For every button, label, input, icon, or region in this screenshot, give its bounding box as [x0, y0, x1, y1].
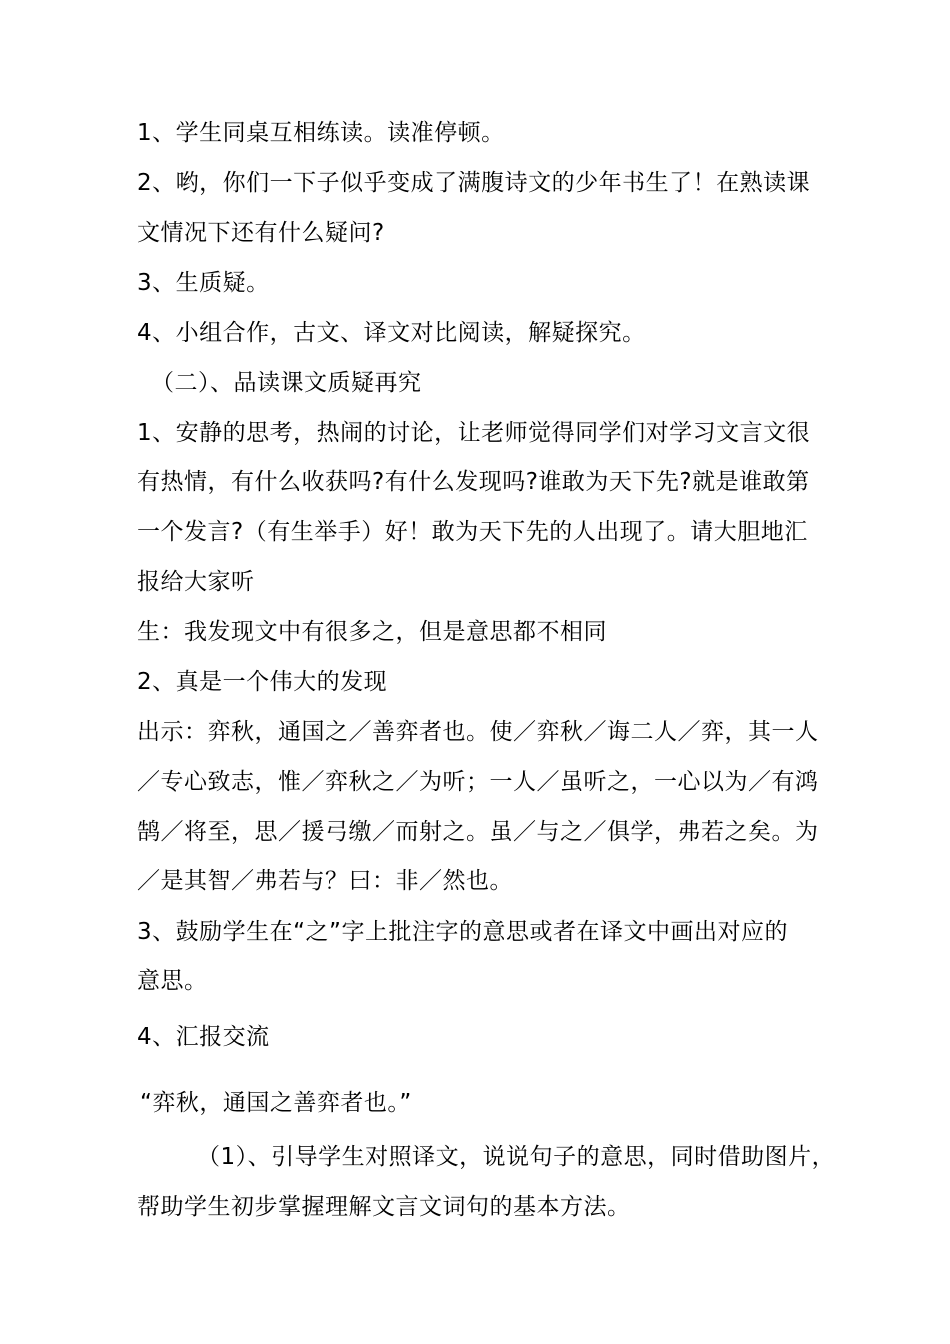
- text-line: 4、小组合作，古文、译文对比阅读，解疑探究。: [137, 320, 646, 346]
- text-line: 报给大家听: [137, 569, 255, 595]
- text-line: 帮助学生初步掌握理解文言文词句的基本方法。: [137, 1194, 631, 1220]
- text-line: 意思。: [137, 968, 208, 994]
- text-line: 有热情，有什么收获吗?有什么发现吗?谁敢为天下先?就是谁敢第: [137, 469, 810, 495]
- text-line: 1、安静的思考，热闹的讨论，让老师觉得同学们对学习文言文很: [137, 420, 811, 446]
- text-line: ／专心致志，惟／弈秋之／为听；一人／虽听之，一心以为／有鸿: [137, 769, 819, 795]
- text-line: 出示：弈秋，通国之／善弈者也。使／弈秋／诲二人／弈，其一人: [137, 719, 819, 745]
- quoted-sentence: “弈秋，通国之善弈者也。”: [140, 1090, 412, 1116]
- text-line: （1）、引导学生对照译文，说说句子的意思，同时借助图片，: [197, 1144, 836, 1170]
- text-line: 2、真是一个伟大的发现: [137, 669, 388, 695]
- text-line: 4、汇报交流: [137, 1024, 270, 1050]
- text-line: 生：我发现文中有很多之，但是意思都不相同: [137, 619, 607, 645]
- text-line: 2、哟，你们一下子似乎变成了满腹诗文的少年书生了！在熟读课: [137, 170, 811, 196]
- text-line: 1、学生同桌互相练读。读准停顿。: [137, 120, 505, 146]
- text-line: ／是其智／弗若与？曰：非／然也。: [137, 868, 513, 894]
- text-line: 文情况下还有什么疑问?: [137, 220, 385, 246]
- text-line: 一个发言?（有生举手）好！敢为天下先的人出现了。请大胆地汇: [137, 519, 808, 545]
- text-line: 3、生质疑。: [137, 270, 270, 296]
- section-heading: （二）、品读课文质疑再究: [151, 370, 422, 396]
- text-line: 3、鼓励学生在“之”字上批注字的意思或者在译文中画出对应的: [137, 919, 788, 945]
- text-line: 鹄／将至，思／援弓缴／而射之。虽／与之／俱学，弗若之矣。为: [137, 819, 819, 845]
